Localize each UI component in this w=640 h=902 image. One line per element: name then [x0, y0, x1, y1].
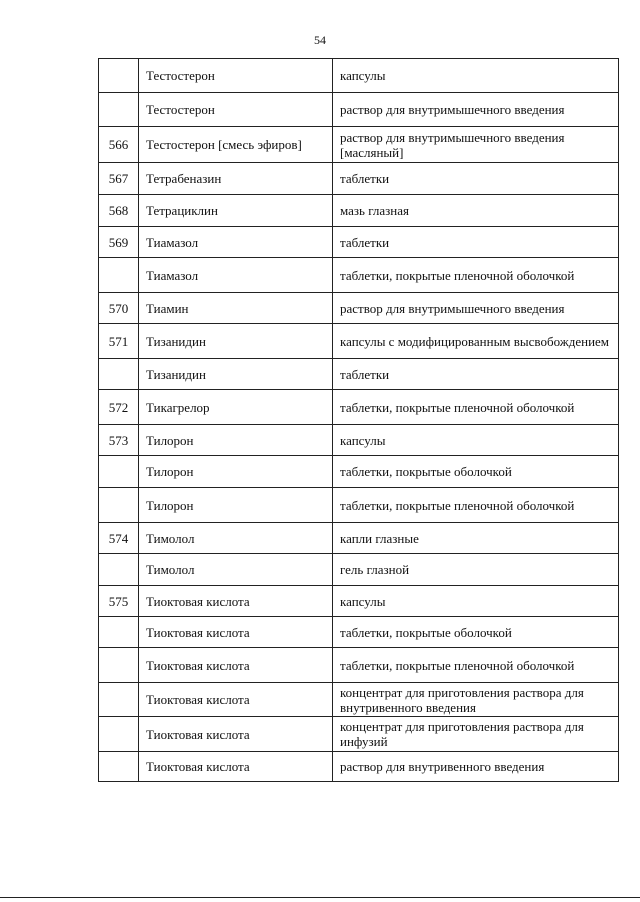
drug-name-cell: Тетрабеназин [139, 163, 333, 195]
table-row [99, 586, 619, 617]
drug-name-cell: Тиамазол [139, 227, 333, 258]
dosage-form-cell: капсулы [333, 425, 619, 456]
num-cell [99, 683, 139, 717]
num-cell [99, 258, 139, 293]
drug-table [98, 58, 619, 782]
num-cell: 570 [99, 293, 139, 324]
page-number: 54 [314, 33, 326, 47]
num-cell: 566 [99, 127, 139, 163]
table-row [99, 488, 619, 523]
dosage-form-cell: концентрат для приготовления раствора для инфузий [333, 717, 619, 752]
table-row [99, 195, 619, 227]
num-cell [99, 648, 139, 683]
table-row [99, 752, 619, 782]
num-cell: 567 [99, 163, 139, 195]
table-row [99, 359, 619, 390]
bottom-rule [0, 897, 640, 898]
table-row [99, 648, 619, 683]
dosage-form-cell: капсулы [333, 586, 619, 617]
drug-name-cell: Тилорон [139, 488, 333, 523]
drug-name-cell: Тестостерон [139, 59, 333, 93]
num-cell [99, 752, 139, 782]
drug-name-cell: Тиамин [139, 293, 333, 324]
dosage-form-cell: раствор для внутривенного введения [333, 752, 619, 782]
drug-name-cell: Тиоктовая кислота [139, 752, 333, 782]
table-row [99, 93, 619, 127]
drug-name-cell: Тилорон [139, 425, 333, 456]
drug-name-cell: Тиоктовая кислота [139, 617, 333, 648]
dosage-form-cell: таблетки, покрытые оболочкой [333, 456, 619, 488]
num-cell: 572 [99, 390, 139, 425]
drug-name-cell: Тикагрелор [139, 390, 333, 425]
dosage-form-cell: капсулы [333, 59, 619, 93]
drug-name-cell: Тиоктовая кислота [139, 717, 333, 752]
table-row [99, 683, 619, 717]
table-row [99, 127, 619, 163]
num-cell [99, 93, 139, 127]
table-row [99, 617, 619, 648]
drug-name-cell: Тизанидин [139, 359, 333, 390]
num-cell [99, 456, 139, 488]
table-row [99, 258, 619, 293]
table-row [99, 456, 619, 488]
dosage-form-cell: раствор для внутримышечного введения [333, 293, 619, 324]
num-cell: 569 [99, 227, 139, 258]
drug-name-cell: Тизанидин [139, 324, 333, 359]
drug-name-cell: Тестостерон [смесь эфиров] [139, 127, 333, 163]
table-row [99, 59, 619, 93]
table-row [99, 163, 619, 195]
table-row [99, 554, 619, 586]
num-cell [99, 554, 139, 586]
num-cell: 573 [99, 425, 139, 456]
table-row [99, 425, 619, 456]
table-row [99, 227, 619, 258]
num-cell [99, 359, 139, 390]
dosage-form-cell: раствор для внутримышечного введения [масляный] [333, 127, 619, 163]
num-cell: 575 [99, 586, 139, 617]
drug-name-cell: Тиоктовая кислота [139, 586, 333, 617]
dosage-form-cell: капсулы с модифицированным высвобождением [333, 324, 619, 359]
num-cell [99, 717, 139, 752]
drug-name-cell: Тиоктовая кислота [139, 648, 333, 683]
drug-name-cell: Тетрациклин [139, 195, 333, 227]
table-row [99, 523, 619, 554]
table-row [99, 324, 619, 359]
drug-name-cell: Тиамазол [139, 258, 333, 293]
drug-name-cell: Тимолол [139, 523, 333, 554]
dosage-form-cell: раствор для внутримышечного введения [333, 93, 619, 127]
drug-name-cell: Тилорон [139, 456, 333, 488]
dosage-form-cell: капли глазные [333, 523, 619, 554]
table-row [99, 390, 619, 425]
drug-name-cell: Тестостерон [139, 93, 333, 127]
table-row [99, 717, 619, 752]
dosage-form-cell: таблетки, покрытые пленочной оболочкой [333, 258, 619, 293]
dosage-form-cell: таблетки, покрытые оболочкой [333, 617, 619, 648]
num-cell: 574 [99, 523, 139, 554]
dosage-form-cell: таблетки [333, 359, 619, 390]
dosage-form-cell: таблетки [333, 163, 619, 195]
table-row [99, 293, 619, 324]
num-cell [99, 488, 139, 523]
dosage-form-cell: концентрат для приготовления раствора для внутривенного введения [333, 683, 619, 717]
drug-name-cell: Тиоктовая кислота [139, 683, 333, 717]
dosage-form-cell: мазь глазная [333, 195, 619, 227]
dosage-form-cell: таблетки, покрытые пленочной оболочкой [333, 488, 619, 523]
num-cell: 571 [99, 324, 139, 359]
dosage-form-cell: гель глазной [333, 554, 619, 586]
num-cell [99, 59, 139, 93]
drug-table-body [99, 59, 619, 782]
num-cell: 568 [99, 195, 139, 227]
drug-name-cell: Тимолол [139, 554, 333, 586]
dosage-form-cell: таблетки [333, 227, 619, 258]
dosage-form-cell: таблетки, покрытые пленочной оболочкой [333, 390, 619, 425]
dosage-form-cell: таблетки, покрытые пленочной оболочкой [333, 648, 619, 683]
num-cell [99, 617, 139, 648]
